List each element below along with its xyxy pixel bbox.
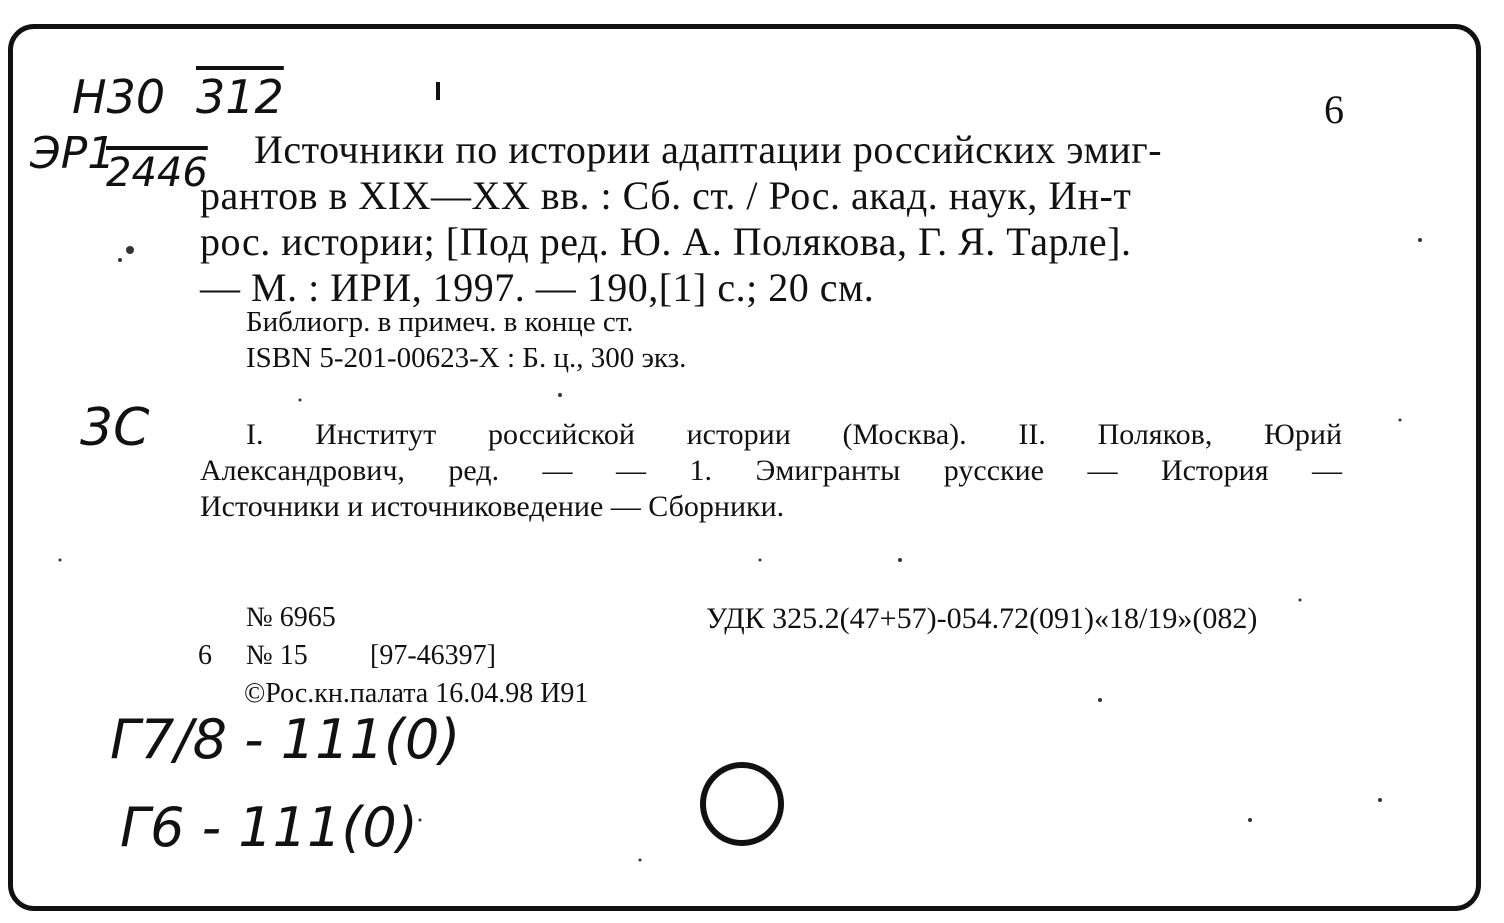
punch-hole <box>700 762 784 846</box>
description-line-3: рос. истории; [Под ред. Ю. А. Полякова, Г. Я. Тарле]. <box>200 219 1132 264</box>
handwritten-er-number-2: 2446 <box>106 150 208 196</box>
subject-line-3: Источники и источниковедение — Сборники. <box>200 490 785 523</box>
book-chamber-stamp: ©Рос.кн.палата 16.04.98 И91 <box>244 678 589 709</box>
card-number: 6 <box>1324 87 1345 132</box>
subject-line-2: Александрович, ред. — — 1. Эмигранты русские — История — <box>200 454 1342 487</box>
isbn-note: ISBN 5-201-00623-X : Б. ц., 300 экз. <box>246 342 687 374</box>
description-line-1: Источники по истории адаптации российских эмиг- <box>254 127 1163 172</box>
description-line-2: рантов в XIX—XX вв. : Сб. ст. / Рос. акад. наук, Ин-т <box>200 173 1132 218</box>
handwritten-shelfmark-2: 312 <box>196 70 284 124</box>
registration-prefix: 6 <box>198 640 212 671</box>
handwritten-shelfmark: Н30 <box>72 70 166 124</box>
description-line-4: — М. : ИРИ, 1997. — 190,[1] с.; 20 см. <box>200 265 875 310</box>
registration-number-2: № 15 <box>246 640 308 671</box>
handwritten-shelfmark-bottom-2: Г6 - 111(0) <box>120 796 418 859</box>
registration-code: [97-46397] <box>370 640 496 671</box>
handwritten-shelfmark-bottom-1: Г7/8 - 111(0) <box>110 708 461 771</box>
handwritten-3c-mark: 3С <box>80 398 150 458</box>
bibliography-note: Библиогр. в примеч. в конце ст. <box>246 306 634 338</box>
registration-number-1: № 6965 <box>246 602 336 633</box>
handwritten-er-number: ЭР1 <box>30 128 116 179</box>
udc-code: УДК 325.2(47+57)-054.72(091)«18/19»(082) <box>706 602 1258 635</box>
subject-line-1: I. Институт российской истории (Москва). II. Поляков, Юрий <box>246 418 1342 451</box>
